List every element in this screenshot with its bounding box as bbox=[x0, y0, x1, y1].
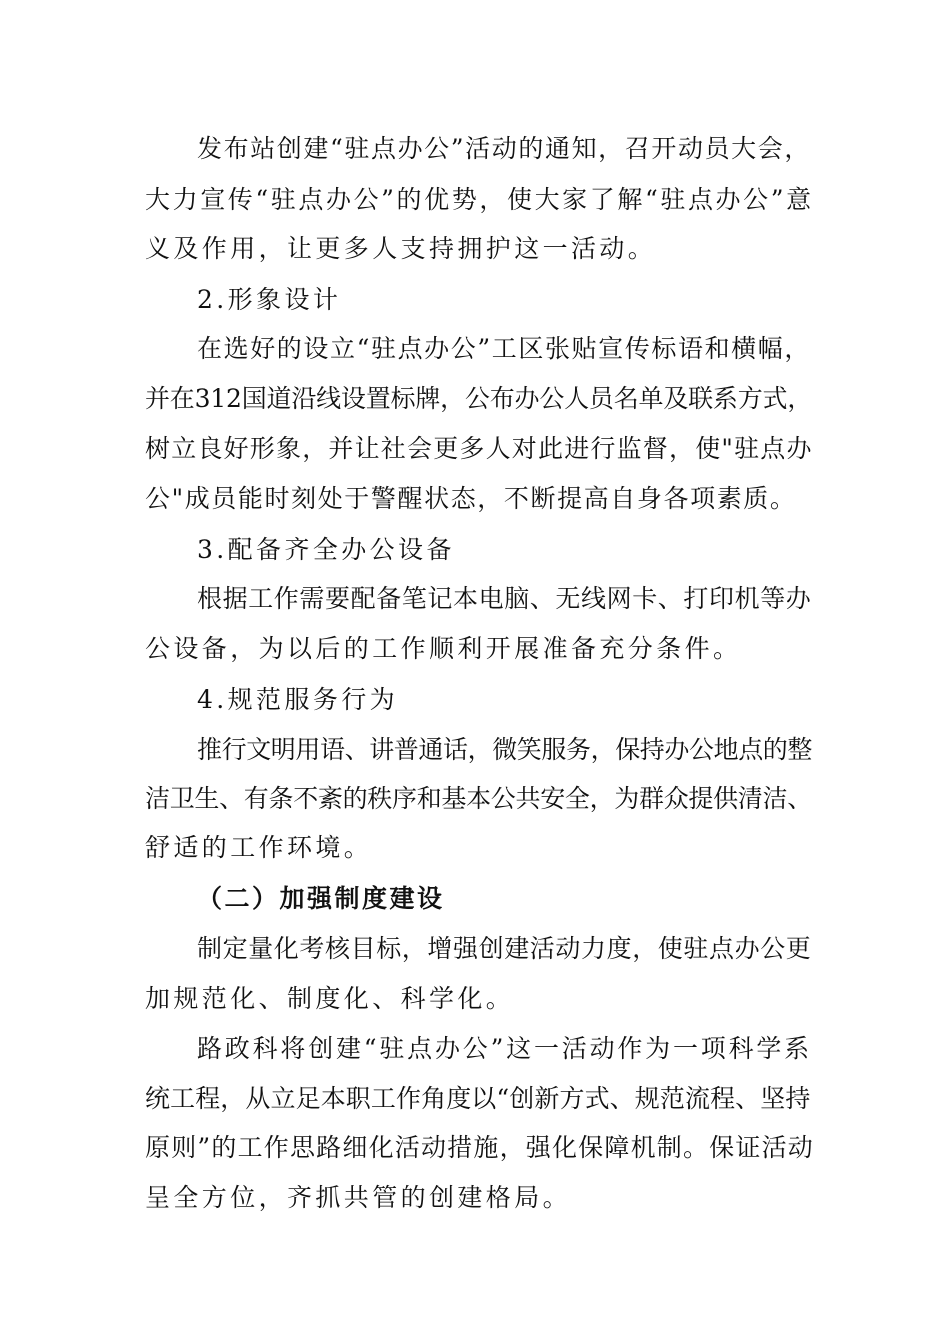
paragraph-line: 大力宣传“驻点办公”的优势，使大家了解“驻点办公”意 bbox=[145, 185, 814, 214]
paragraph-line: 呈全方位，齐抓共管的创建格局。 bbox=[145, 1183, 572, 1212]
paragraph-line: 义及作用，让更多人支持拥护这一活动。 bbox=[145, 234, 657, 263]
section-heading-bold: （二）加强制度建设 bbox=[197, 884, 445, 913]
paragraph-line: 树立良好形象，并让社会更多人对此进行监督，使"驻点办 bbox=[145, 434, 813, 463]
paragraph-line: 根据工作需要配备笔记本电脑、无线网卡、打印机等办 bbox=[197, 584, 812, 613]
paragraph-line: 统工程，从立足本职工作角度以“创新方式、规范流程、坚持 bbox=[145, 1084, 811, 1113]
paragraph-line: 推行文明用语、讲普通话，微笑服务，保持办公地点的整 bbox=[197, 735, 813, 764]
paragraph-line: 洁卫生、有条不紊的秩序和基本公共安全，为群众提供清洁、 bbox=[145, 784, 812, 813]
section-heading-4: 4.规范服务行为 bbox=[197, 685, 399, 714]
section-heading-2: 2.形象设计 bbox=[197, 285, 342, 314]
paragraph-line: 路政科将创建“驻点办公”这一活动作为一项科学系 bbox=[197, 1034, 812, 1063]
paragraph-line: 制定量化考核目标，增强创建活动力度，使驻点办公更 bbox=[197, 934, 812, 963]
section-heading-3: 3.配备齐全办公设备 bbox=[197, 535, 455, 564]
paragraph-line: 原则”的工作思路细化活动措施，强化保障机制。保证活动 bbox=[145, 1133, 814, 1162]
paragraph-line: 舒适的工作环境。 bbox=[145, 833, 373, 862]
paragraph-line: 发布站创建“驻点办公”活动的通知，召开动员大会， bbox=[197, 134, 811, 163]
paragraph-line: 在选好的设立“驻点办公”工区张贴宣传标语和横幅， bbox=[197, 334, 811, 363]
paragraph-line: 公设备，为以后的工作顺利开展准备充分条件。 bbox=[145, 634, 742, 663]
paragraph-line: 加规范化、制度化、科学化。 bbox=[145, 984, 515, 1013]
paragraph-line: 公"成员能时刻处于警醒状态，不断提高自身各项素质。 bbox=[145, 484, 797, 513]
paragraph-line: 并在312国道沿线设置标牌，公布办公人员名单及联系方式， bbox=[145, 384, 813, 413]
